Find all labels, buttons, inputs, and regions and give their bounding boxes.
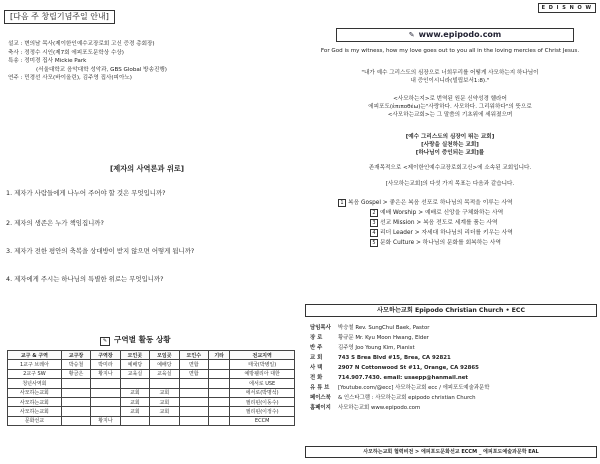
table-header: 구역장 xyxy=(91,351,120,360)
mission-text: 문화 Culture > 하나님의 문화를 회복하는 사역 xyxy=(380,240,502,246)
contact-row xyxy=(310,353,451,361)
website-url[interactable]: www.epipodo.com xyxy=(418,30,502,39)
table-cell: 교회 xyxy=(120,388,149,397)
church-name-banner: 사모하는교회 Epipodo Christian Church • ECC xyxy=(305,304,597,317)
table-cell: 황금은 xyxy=(61,369,90,378)
mission-item xyxy=(370,237,501,247)
table-cell: 교회 xyxy=(120,407,149,416)
contact-value: 황규문 Mr. Kyu Moon Hwang, Elder xyxy=(338,335,429,341)
table-cell xyxy=(209,369,230,378)
table-cell: 황지나 xyxy=(91,416,120,425)
mission-number: 3 xyxy=(370,219,378,227)
mission-text: 예배 Worship > 예배로 신앙을 구체화하는 사역 xyxy=(380,210,504,216)
table-header: 교구장 xyxy=(61,351,90,360)
table-cell xyxy=(209,397,230,406)
mission-text: 선교 Mission > 복음 전도로 세계를 품는 사역 xyxy=(380,220,498,226)
table-row xyxy=(8,416,295,425)
church-motto-line: [예수 그리스도의 심장이 뛰는 교회] xyxy=(405,134,495,140)
mission-item xyxy=(370,217,498,227)
church-motto-line: [하나님이 증인되는 교회]를 xyxy=(415,150,485,156)
table-cell: 1교구 브레아 xyxy=(8,360,62,369)
question-item: 4. 제자에게 주시는 하나님의 특별한 위로는 무엇입니까? xyxy=(6,275,164,283)
church-motto-line: [사랑을 실천하는 교회] xyxy=(421,142,479,148)
table-cell: 예배당 xyxy=(150,360,179,369)
table-cell xyxy=(91,379,120,388)
groups-table xyxy=(7,350,295,426)
mission-number: 2 xyxy=(370,209,378,217)
table-cell: 태국(박병일) xyxy=(230,360,295,369)
table-cell: 사모하는교회 xyxy=(8,407,62,416)
contact-row xyxy=(310,393,476,401)
table-cell xyxy=(150,379,179,388)
table-cell: 에서로(박명석) xyxy=(230,388,295,397)
table-row xyxy=(8,407,295,416)
table-header: 모인곳 xyxy=(120,351,149,360)
contact-label: 유 튜 브 xyxy=(310,385,330,391)
table-cell xyxy=(209,360,230,369)
verse-korean-line: "내가 예수 그리스도의 심장으로 너희무리를 어떻게 사모하는지 하나님이 xyxy=(361,70,539,76)
anniversary-info xyxy=(8,40,293,83)
greek-explanation-line: <사모하는교회>는 그 말씀의 기초위에 세워졌으며 xyxy=(387,112,513,118)
contact-row xyxy=(310,373,468,381)
mission-number: 4 xyxy=(370,229,378,237)
groups-title-text: 구역별 활동 상황 xyxy=(114,335,171,344)
table-cell: 박승철 xyxy=(61,360,90,369)
info-row: 특송 : 정미경 집사 Mickie Park xyxy=(8,58,87,65)
table-cell: 박미라 xyxy=(91,360,120,369)
table-header: 모임곳 xyxy=(150,351,179,360)
question-item: 3. 제자가 전한 평안의 축복을 상대방이 받지 않으면 어떻게 됩니까? xyxy=(6,247,195,255)
table-cell xyxy=(91,407,120,416)
table-cell xyxy=(61,388,90,397)
greek-explanation-line: <사모하는지>로 번역된 원문 신약성경 헬라어 xyxy=(393,96,507,102)
contact-row xyxy=(310,323,429,331)
mission-text: 복음 Gospel > 좋은은 복음 선포로 하나님의 목적을 이루는 사역 xyxy=(348,200,513,206)
table-row xyxy=(8,379,295,388)
table-cell xyxy=(150,416,179,425)
table-cell: 교육실 xyxy=(150,369,179,378)
table-cell xyxy=(179,388,208,397)
table-cell: 필리핀(이정수) xyxy=(230,407,295,416)
table-header-row xyxy=(8,351,295,360)
table-cell xyxy=(209,407,230,416)
mission-intro: 존재목적으로 <제이한인예수교장로회고신>에 소속된 교회입니다. xyxy=(368,165,532,171)
table-cell xyxy=(209,379,230,388)
table-cell: 면합 xyxy=(179,360,208,369)
table-header: 기타 xyxy=(209,351,230,360)
table-cell xyxy=(61,397,90,406)
website-banner xyxy=(336,28,574,42)
mission-number: 5 xyxy=(370,239,378,247)
table-cell: 교육실 xyxy=(120,369,149,378)
contact-row xyxy=(310,383,489,391)
contact-value: 743 S Brea Blvd #15, Brea, CA 92821 xyxy=(338,355,451,361)
mission-text: 리더 Leader > 자세대 하나님의 리더를 키우는 사역 xyxy=(380,230,513,236)
contact-value: & 인스타그램 : 사모하는교회 epipodo christian Church xyxy=(338,395,476,401)
pencil-icon: ✎ xyxy=(100,337,110,346)
info-row: 축사 : 정정수 시인(제7회 에피포도문학상 수상) xyxy=(8,49,124,56)
info-row: 연주 : 민경선 사모(바이올린), 김주영 집사(피아노) xyxy=(8,75,132,82)
contact-label: 전 화 xyxy=(310,375,323,381)
verse-english: For God is my witness, how my love goes out to you all in the loving mercies of Christ Jesus. xyxy=(320,48,580,54)
table-cell: 청년사역회 xyxy=(8,379,62,388)
contact-label: 담임목사 xyxy=(310,325,331,331)
table-cell xyxy=(179,379,208,388)
table-row xyxy=(8,360,295,369)
contact-label: 페이스북 xyxy=(310,395,331,401)
table-cell xyxy=(61,379,90,388)
table-cell xyxy=(120,379,149,388)
info-row: (서울대학교 음악대학 성악과, GBS Global 방송진행) xyxy=(36,66,167,73)
table-cell: 사모하는교회 xyxy=(8,397,62,406)
edition-tag: E D I S N O W xyxy=(538,3,596,13)
table-header: 모인수 xyxy=(179,351,208,360)
table-cell: 교회 xyxy=(150,397,179,406)
table-cell xyxy=(91,388,120,397)
table-cell: 황지나 xyxy=(91,369,120,378)
contact-value: 사모하는교회 www.epipodo.com xyxy=(338,405,421,411)
question-item: 1. 제자가 사람들에게 나누어 주어야 할 것은 무엇입니까? xyxy=(6,189,166,197)
table-cell: 문화선교 xyxy=(8,416,62,425)
contact-row xyxy=(310,343,415,351)
questions-title: [제자의 사역론과 위로] xyxy=(110,164,185,173)
mission-item xyxy=(370,227,513,237)
contact-value: [Youtube.com/@ecc] 사모하는교회 ecc / 에피포도예술과문학 xyxy=(338,385,490,391)
table-header: 전교지역 xyxy=(230,351,295,360)
mission-subtitle: [사모하는교회]의 다섯 가지 목표는 다음과 같습니다. xyxy=(385,181,515,187)
table-row xyxy=(8,397,295,406)
right-page xyxy=(300,0,600,464)
table-cell: 예배당 xyxy=(120,360,149,369)
contact-label: 홈페이지 xyxy=(310,405,331,411)
table-cell xyxy=(209,388,230,397)
anniversary-title: [다음 주 창립기념주일 안내] xyxy=(4,10,115,24)
table-cell: 교회 xyxy=(150,388,179,397)
contact-row xyxy=(310,363,479,371)
table-cell xyxy=(120,416,149,425)
verse-korean-line: 내 증인이시니라(빌립보서1:8)." xyxy=(410,78,490,84)
contact-value: 714.907.7430. email: usaepp@hanmail.net xyxy=(338,375,468,381)
contact-label: 장 로 xyxy=(310,335,323,341)
table-cell: 2교구 SW xyxy=(8,369,62,378)
contact-value: 박승철 Rev. SungChul Baek, Pastor xyxy=(338,325,430,331)
contact-label: 교 회 xyxy=(310,355,323,361)
greek-explanation-line: 에피포도(ἐπιποθέω)는"사랑하다. 사모하다. 그리워하다"의 뜻으로 xyxy=(368,104,532,110)
table-cell xyxy=(209,416,230,425)
pencil-icon: ✎ xyxy=(408,31,415,39)
contact-value: 2907 N Cottonwood St #11, Orange, CA 92865 xyxy=(338,365,479,371)
table-cell: 사모하는교회 xyxy=(8,388,62,397)
table-row xyxy=(8,369,295,378)
table-row xyxy=(8,388,295,397)
table-cell xyxy=(91,397,120,406)
mission-item xyxy=(338,197,513,207)
table-cell: 필리핀(이동수) xyxy=(230,397,295,406)
table-cell: ECCM xyxy=(230,416,295,425)
question-item: 2. 제자의 생존은 누가 책임집니까? xyxy=(6,219,104,227)
vision-footer: 사모하는교회 협력비전 > 에피포도문화선교 ECCM _ 에피포도예술과문학 EAL xyxy=(305,446,597,458)
contact-value: 김주영 Joo Young Kim, Pianist xyxy=(338,345,415,351)
table-cell: 예방웰리아 대한 xyxy=(230,369,295,378)
mission-number: 1 xyxy=(338,199,346,207)
table-cell: 교회 xyxy=(120,397,149,406)
table-cell xyxy=(61,416,90,425)
table-cell: 에서로 USE xyxy=(230,379,295,388)
info-row: 설교 : 변의남 목사(제이한인예수교장로회 고신 증경 총회장) xyxy=(8,41,155,47)
table-cell xyxy=(179,397,208,406)
table-cell xyxy=(61,407,90,416)
mission-item xyxy=(370,207,503,217)
contact-label: 반 주 xyxy=(310,345,323,351)
groups-title xyxy=(100,334,171,346)
contact-row xyxy=(310,333,429,341)
contact-row xyxy=(310,403,420,411)
table-header: 교구 & 구역 xyxy=(8,351,62,360)
contact-label: 사 택 xyxy=(310,365,323,371)
table-cell xyxy=(179,416,208,425)
table-cell xyxy=(179,407,208,416)
table-cell: 교회 xyxy=(150,407,179,416)
table-cell: 면합 xyxy=(179,369,208,378)
